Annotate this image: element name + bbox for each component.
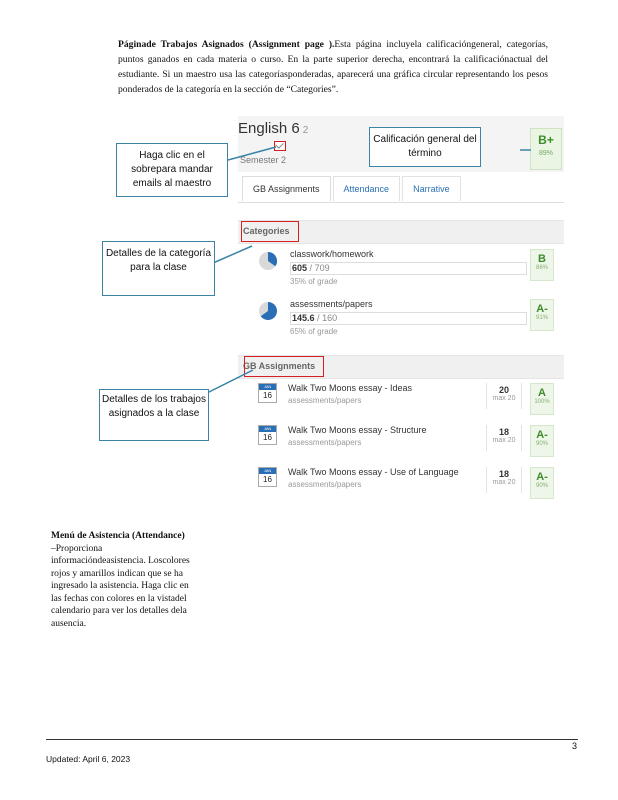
assignment-row[interactable] [258, 425, 558, 461]
tab-gb-assignments[interactable]: GB Assignments [242, 176, 331, 201]
category-weight: 35% of grade [290, 277, 338, 286]
gradebook-screenshot [238, 116, 564, 501]
assignment-row[interactable] [258, 467, 558, 503]
category-grade-badge: A- 91% [530, 299, 554, 331]
assignment-details-callout: Detalles de los trabajos asignados a la clase [99, 389, 209, 441]
category-row[interactable] [258, 299, 558, 343]
assignment-title[interactable]: Walk Two Moons essay - Structure [288, 425, 427, 435]
categories-label: Categories [243, 226, 290, 236]
assignment-grade-badge: A 100% [530, 383, 554, 415]
assignment-title[interactable]: Walk Two Moons essay - Use of Language [288, 467, 459, 477]
intro-heading: Páginade Trabajos Asignados (Assignment page ). [118, 39, 335, 50]
assignments-label: GB Assignments [243, 361, 316, 371]
intro-body: Esta página incluyela calificacióngeneral, categorías, puntos ganados en cada materia o curso. En la parte superior derecha, encontrará la calificaciónactual del estudiante. Si un maestro usa las categoríasponderadas, aparecerá una gráfica circular representando los pesos ponderados de la categoría en la sección de “Categories”. [118, 39, 549, 95]
semester-label: Semester 2 [240, 155, 287, 165]
assignment-category: assessments/papers [288, 438, 362, 447]
tab-narrative[interactable]: Narrative [402, 176, 461, 201]
attendance-body: –Proporciona informacióndeasistencia. Loscolores rojos y amarillos indican que se ha ingresado la asistencia. Haga clic en las fechas con colores en la vistadel calendario para ver los detalles dela ausencia. [51, 543, 190, 629]
intro-paragraph [118, 37, 548, 97]
assignment-grade-badge: A- 90% [530, 467, 554, 499]
updated-date: Updated: April 6, 2023 [46, 754, 131, 764]
category-row[interactable] [258, 249, 558, 293]
page-number: 3 [572, 741, 578, 751]
calendar-icon: JAN 16 [258, 425, 277, 445]
footer-divider [46, 739, 578, 740]
term-grade-letter: B+ [538, 133, 554, 147]
tab-bar [242, 176, 463, 202]
assignment-title[interactable]: Walk Two Moons essay - Ideas [288, 383, 413, 393]
categories-highlight [241, 221, 299, 242]
attendance-note [51, 530, 191, 630]
category-weight: 65% of grade [290, 327, 338, 336]
course-title: English 6 2 [238, 120, 309, 137]
term-grade-pct: 89% [538, 150, 553, 157]
category-name: assessments/papers [290, 299, 373, 309]
term-grade-badge [530, 128, 562, 170]
category-pie-icon [258, 301, 278, 321]
assignment-score: 20 max 20 [486, 383, 522, 409]
email-callout: Haga clic en el sobrepara mandar emails al maestro [116, 143, 228, 197]
course-number: 2 [302, 125, 309, 136]
assignment-category: assessments/papers [288, 396, 362, 405]
category-score: 145.6 / 160 [290, 312, 527, 325]
tab-divider [238, 202, 564, 203]
category-grade-badge: B 86% [530, 249, 554, 281]
assignment-score: 18 max 20 [486, 467, 522, 493]
category-details-callout: Detalles de la categoría para la clase [102, 241, 215, 296]
assignment-grade-badge: A- 90% [530, 425, 554, 457]
calendar-icon: JAN 16 [258, 467, 277, 487]
calendar-icon: JAN 16 [258, 383, 277, 403]
tab-attendance[interactable]: Attendance [333, 176, 401, 201]
assignment-row[interactable] [258, 383, 558, 419]
attendance-heading: Menú de Asistencia (Attendance) [51, 531, 185, 541]
category-score: 605 / 709 [290, 262, 527, 275]
mail-icon[interactable] [274, 141, 286, 151]
category-pie-icon [258, 251, 278, 271]
assignment-category: assessments/papers [288, 480, 362, 489]
term-grade-callout: Calificación general del término [369, 127, 481, 167]
assignments-highlight [244, 356, 324, 377]
category-name: classwork/homework [290, 249, 374, 259]
assignment-score: 18 max 20 [486, 425, 522, 451]
